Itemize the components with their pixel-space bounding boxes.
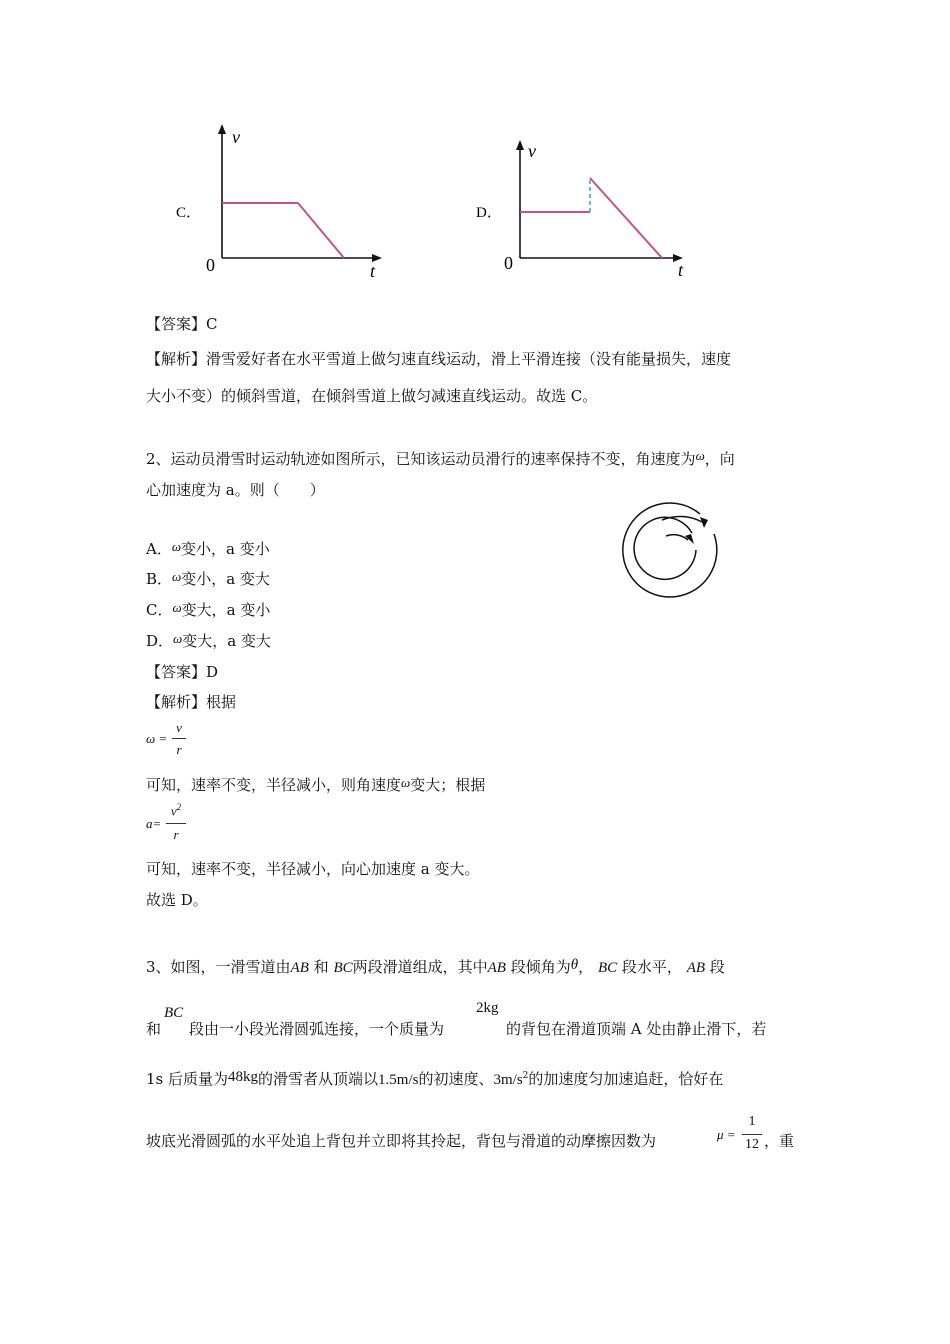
q1-analysis-line2: 大小不变）的倾斜雪道，在倾斜雪道上做匀减速直线运动。故选 C。 [146,387,598,405]
q3-line4-a: 坡底光滑圆弧的水平处追上背包并立即将其拎起，背包与滑道的动摩擦因数为 [146,1132,657,1150]
q3-line2-a: 和 [146,1020,162,1038]
q2-stem-text-a: 2、运动员滑雪时运动轨迹如图所示，已知该运动员滑行的速率保持不变，角速度为 [146,450,696,468]
graph-c [170,118,400,283]
q2-option-c: C．ω变大，a 变小 [146,600,271,619]
graph-d-label: D． [476,205,502,221]
spiral-trajectory-figure [618,500,730,618]
q2-analysis-mid: 可知，速率不变，半径减小，则角速度ω变大；根据 [146,775,486,794]
q2-option-b: B．ω变小，a 变大 [146,569,270,588]
q2-option-d: D．ω变大，a 变大 [146,631,271,650]
q2-conclusion: 故选 D。 [146,891,208,909]
q3-mu-den: 12 [745,1137,759,1152]
graph-c-t-axis-label: t [370,261,376,281]
q3-bc-label: BC [164,1005,184,1021]
q3-line2-c: 的背包在滑道顶端 A 处由静止滑下，若 [506,1020,767,1038]
graph-c-v-axis-label: v [232,127,240,147]
graph-d-origin: 0 [504,253,513,273]
q3-mu: μ = [717,1127,736,1142]
omega-symbol: ω [173,631,183,646]
q1-analysis-line1: 【解析】滑雪爱好者在水平雪道上做匀速直线运动，滑上平滑连接（没有能量损失，速度 [146,350,732,368]
graph-c-label: C． [176,205,202,221]
graph-d-v-axis-label: v [528,141,536,161]
q2-analysis-head: 【解析】根据 [146,693,237,711]
q1-answer: 【答案】C [146,315,218,333]
q2-option-a: A．ω变小，a 变小 [146,539,270,558]
omega-symbol: ω [401,775,411,790]
graph-d [470,136,700,284]
omega-symbol: ω [172,600,182,615]
omega-symbol: ω [172,569,182,584]
graph-d-t-axis-label: t [678,260,684,280]
q3-mu-num: 1 [748,1114,756,1129]
q2-stem-line1 [146,448,735,469]
q3-line2-b: 段由一小段光滑圆弧连接，一个质量为 [189,1020,445,1038]
q3-line3: 1s 后质量为48kg的滑雪者从顶端以1.5m/s的初速度、$3m/s^2$的加速度匀加速追赶，恰好在 [146,1069,724,1088]
q2-answer: 【答案】D [146,663,219,681]
q3-line1: 3、如图，一滑雪道由AB 和 BC两段滑道组成，其中AB 段倾角为θ， BC 段水平， AB 段 [146,957,725,976]
q2-stem-line2: 心加速度为 a。则（ ） [146,481,325,499]
q3-mass-backpack: 2kg [476,1000,499,1016]
q2-analysis-end: 可知，速率不变，半径减小，向心加速度 a 变大。 [146,860,480,878]
omega-symbol: ω [171,539,182,554]
graph-c-origin: 0 [206,255,215,275]
q3-line4-b: ，重 [764,1132,795,1150]
omega-symbol: ω [695,448,705,463]
q2-stem-text-b: ，向 [704,450,735,468]
